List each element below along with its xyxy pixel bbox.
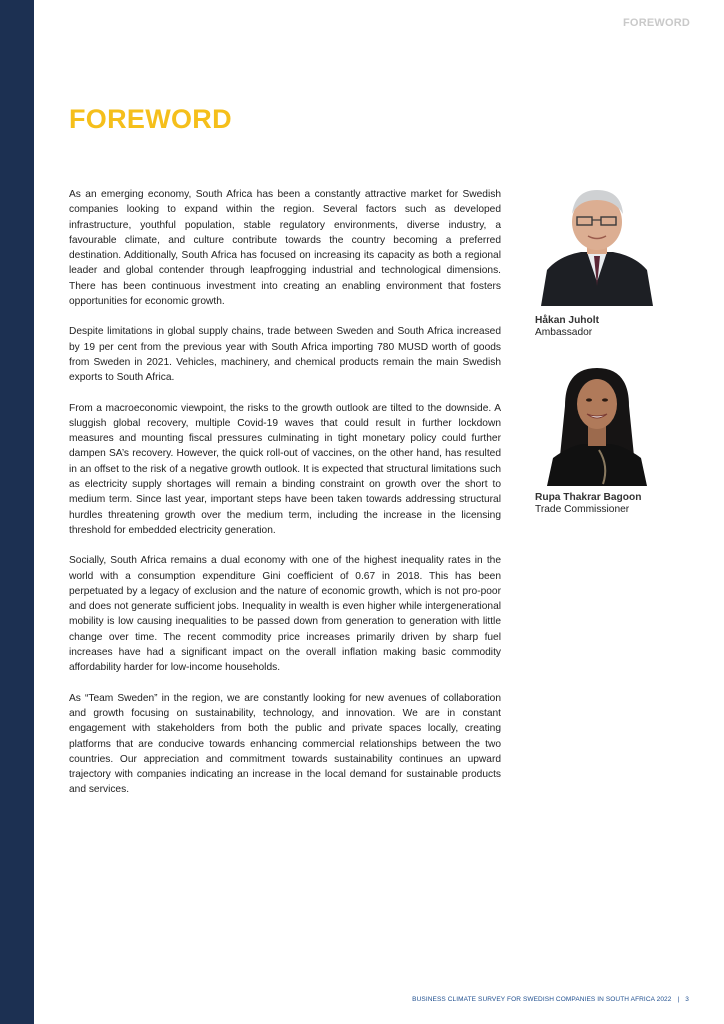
foreword-body [69,187,501,813]
page-title: FOREWORD [69,104,232,134]
page-number: 3 [685,996,689,1003]
footer-separator: | [677,996,680,1003]
paragraph-3: From a macroeconomic viewpoint, the risks to the growth outlook are tilted to the downside. A sluggish global recovery, multiple Covid-19 waves that could result in further lockdown measures and mounting fiscal pressures culminating in tight monetary policy could further dampen SA’s recovery. However, the quick roll-out of vaccines, on the other hand, has resulted in an offset to the risk of a negative growth outlook. It is expected that structural limitations such as electricity supply shortages will remain a binding constraint on growth over the short to medium term. Since last year, important steps have been taken towards addressing structural hurdles threatening growth over the medium term, including the increase in the licensing threshold for embedded electricity generation. [69,402,501,536]
footer-publication: BUSINESS CLIMATE SURVEY FOR SWEDISH COMPANIES IN SOUTH AFRICA 2022 [412,996,672,1003]
signatory-name-1: Håkan Juholt [535,315,599,326]
paragraph-1: As an emerging economy, South Africa has been a constantly attractive market for Swedish companies looking to expand within the region. Several factors such as developed infrastructure, youthful population, stable regulatory environments, diverse industry, a favourable climate, and culture contribute towards the country becoming a preferred destination. Additionally, South Africa has focused on increasing its capacity as both a regional leader and global contender through leapfrogging industrial and technological dimensions. There has been continuous investment into creating an enabling environment that fosters opportunities for economic growth. [69,189,501,308]
paragraph-4: Socially, South Africa remains a dual economy with one of the highest inequality rates in the world with a consumption expenditure Gini coefficient of 0.67 in 2018. This has been perpetuated by a legacy of exclusion and the nature of economic growth, which is not pro-poor and does not generate sufficient jobs. Inequality in wealth is even higher while intergenerational mobility is low causing inequalities to be passed down from generation to generation with little change over time. The recent commodity price increases primarily driven by sharp fuel increases have had a significant impact on the overall inflation making basic commodity affordability harder for low-income households. [69,555,501,674]
signatory-name-2: Rupa Thakrar Bagoon [535,492,642,503]
paragraph-5: As “Team Sweden” in the region, we are constantly looking for new avenues of collaboration and growth focusing on sustainability, technology, and innovation. We are in constant engagement with stakeholders from both the public and private spaces locally, creating platforms that are conducive towards enhancing commercial relationships between the two countries. Our appreciation and commitment towards sustainability continues an upward trajectory with companies indicating an increase in the local demand for sustainable products and services. [69,692,501,796]
paragraph-2: Despite limitations in global supply chains, trade between Sweden and South Africa increased by 19 per cent from the previous year with South Africa importing 780 MUSD worth of goods from Sweden in 2021. Vehicles, machinery, and chemical products remain the main Swedish exports to South Africa. [69,326,501,384]
signatory-role-1: Ambassador [535,327,593,338]
trade-commissioner-photo [539,366,655,486]
ambassador-photo [539,186,655,306]
side-bar [0,0,34,1024]
signatory-role-2: Trade Commissioner [535,504,630,515]
section-header: FOREWORD [623,17,690,29]
page-footer [412,996,689,1003]
